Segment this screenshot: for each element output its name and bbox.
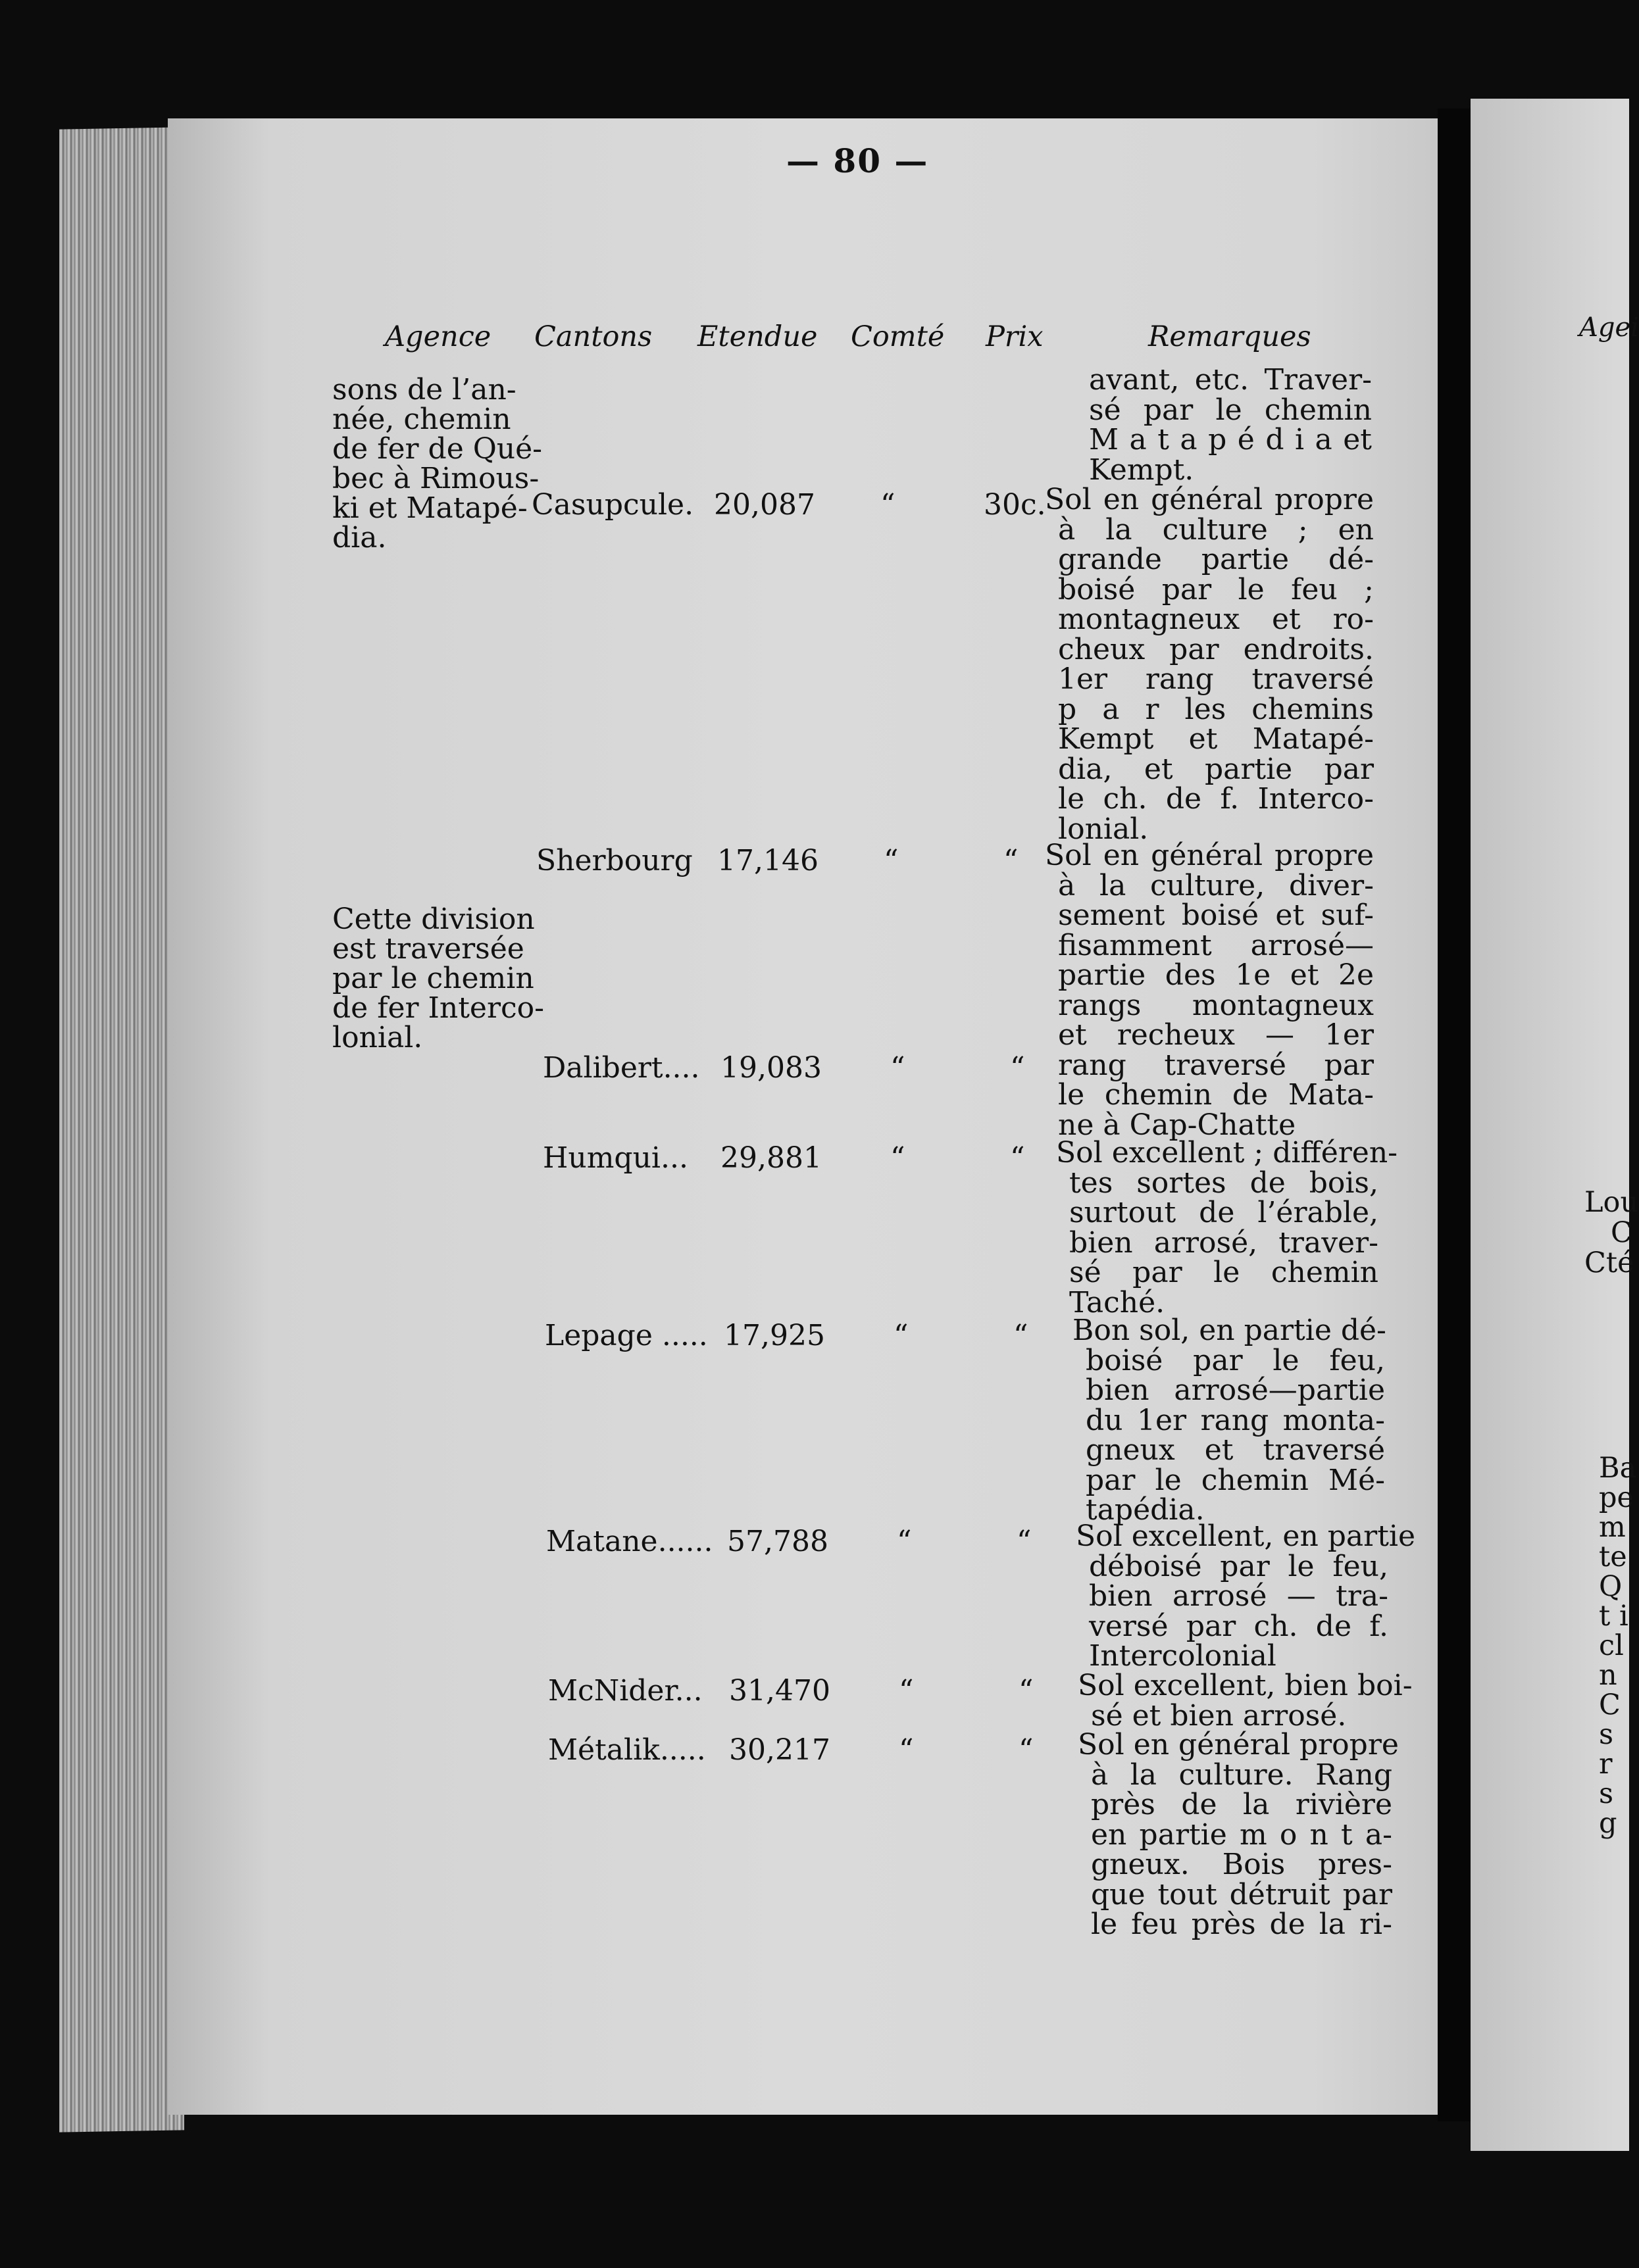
header-comte: Comté [851,320,945,353]
remarque-line: Sol en général propre [1045,483,1374,516]
header-remarques: Remarques [1148,320,1311,353]
remarque-line: en partie m o n t a- [1091,1817,1392,1852]
remarque-line: boisé par le feu ; [1058,572,1374,606]
etendue-cell: 19,083 [720,1051,822,1085]
remarque-line: cheux par endroits. [1058,632,1374,666]
remarque-line: que tout détruit par [1091,1877,1392,1911]
agence-line: de fer de Qué- [332,432,543,466]
remarque-line: à la culture. Rang [1091,1758,1392,1792]
etendue-cell: 31,470 [729,1674,830,1708]
comte-cell: “ [884,844,899,877]
remarque-line: montagneux et ro- [1058,603,1374,636]
remarque-continued [1089,365,1372,485]
canton-cell: Lepage ..... [545,1319,708,1352]
remarque-line: le chemin de Mata- [1058,1078,1374,1112]
adjacent-text-fragment: Lou C Cté [1584,1186,1639,1279]
remarque-block [1045,839,1374,1142]
remarque-line: Sol excellent, en partie [1076,1519,1415,1553]
remarque-line: rang traversé par [1058,1048,1374,1082]
agence-line: née, chemin [332,403,511,436]
etendue-cell: 17,146 [717,844,819,877]
remarque-line: bien arrosé, traver- [1069,1225,1378,1260]
remarque-line: boisé par le feu, [1086,1343,1385,1377]
adjacent-column-fragment: Ba pe m te Q t i cl n C s r s g [1599,1452,1637,1840]
remarque-line: près de la rivière [1091,1788,1392,1821]
canton-cell: Métalik..... [548,1733,706,1767]
book-gutter [1438,109,1471,2121]
remarque-line: avant, etc. Traver- [1089,363,1372,397]
agence-line: ki et Matapé- [332,491,528,525]
canton-cell: Sherbourg [536,844,693,877]
header-agence: Agence [385,320,492,353]
remarque-line: rangs montagneux [1058,988,1374,1022]
etendue-cell: 57,788 [727,1525,828,1558]
canton-cell: McNider... [548,1674,703,1708]
remarque-line: tapédia. [1086,1493,1205,1527]
remarque-line: du 1er rang monta- [1086,1403,1385,1437]
agence-line: sons de l’an- [332,373,517,407]
prix-cell: “ [1019,1674,1034,1708]
remarque-line: gneux. Bois pres- [1091,1848,1392,1881]
remarque-block [1076,1519,1415,1673]
remarque-line: Kempt. [1089,453,1194,487]
agence-line: bec à Rimous- [332,462,540,495]
remarque-line: sé par le chemin [1089,393,1372,427]
remarque-line: M a t a p é d i a et [1089,423,1372,456]
prix-cell: “ [1010,1051,1025,1085]
remarque-line: partie des 1e et 2e [1058,958,1374,992]
comte-cell: “ [880,488,895,522]
etendue-cell: 17,925 [724,1319,825,1352]
prix-cell: “ [1003,844,1019,877]
remarque-line: à la culture ; en [1058,512,1374,547]
book-page-edges [59,127,184,2132]
prix-cell: “ [1010,1141,1025,1175]
remarque-line: sement boisé et suf- [1058,899,1374,932]
canton-cell: Dalibert.... [543,1051,700,1085]
remarque-line: p a r les chemins [1058,692,1374,726]
canton-cell: Matane...... [546,1525,713,1558]
prix-cell: “ [1019,1733,1034,1767]
header-prix: Prix [986,320,1044,353]
remarque-block [1078,1728,1399,1941]
comte-cell: “ [894,1319,909,1352]
remarque-line: bien arrosé—partie [1086,1373,1385,1407]
remarque-line: gneux et traversé [1086,1433,1385,1467]
etendue-cell: 29,881 [720,1141,822,1175]
comte-cell: “ [899,1733,914,1767]
comte-cell: “ [899,1674,914,1708]
remarque-line: Bon sol, en partie dé- [1072,1314,1386,1347]
agence-block-top [332,373,543,555]
remarque-line: déboisé par le feu, [1089,1549,1388,1583]
remarque-block [1045,483,1374,846]
remarque-block [1078,1669,1413,1733]
adjacent-header-fragment: Agei [1579,312,1639,343]
remarque-line: à la culture, diver- [1058,868,1374,902]
agence-line: par le chemin [332,962,534,995]
canton-cell: Humqui... [543,1141,688,1175]
remarque-line: le feu près de la ri- [1091,1908,1392,1941]
comte-cell: “ [890,1051,905,1085]
remarque-line: 1er rang traversé [1058,662,1374,696]
comte-cell: “ [890,1141,905,1175]
remarque-line: Sol excellent ; différen- [1056,1136,1398,1170]
remarque-line: Kempt et Matapé- [1058,722,1374,756]
remarque-line: le ch. de f. Interco- [1058,782,1374,816]
etendue-cell: 30,217 [729,1733,830,1767]
remarque-line: Sol en général propre [1078,1728,1399,1762]
prix-cell: “ [1013,1319,1028,1352]
remarque-block [1056,1136,1398,1319]
agence-line: lonial. [332,1021,423,1054]
remarque-line: lonial. [1058,812,1149,846]
etendue-cell: 20,087 [714,488,815,522]
remarque-line: Sol excellent, bien boi- [1078,1669,1413,1702]
prix-cell: “ [1017,1525,1032,1558]
remarque-block [1072,1314,1386,1527]
remarque-line: bien arrosé — tra- [1089,1579,1388,1613]
remarque-line: surtout de l’érable, [1069,1196,1378,1229]
remarque-line: dia, et partie par [1058,752,1374,786]
remarque-line: grande partie dé- [1058,543,1374,576]
remarque-line: sé par le chemin [1069,1256,1378,1289]
agence-line: dia. [332,521,387,555]
page-number: — 80 — [786,141,929,180]
comte-cell: “ [897,1525,912,1558]
agence-line: Cette division [332,902,535,936]
agence-line: de fer Interco- [332,991,545,1025]
remarque-line: tes sortes de bois, [1069,1166,1378,1200]
agence-block-mid [332,904,549,1052]
remarque-line: Taché. [1069,1285,1165,1319]
adjacent-page [1471,99,1639,2151]
remarque-line: fisamment arrosé— [1058,928,1374,962]
remarque-line: versé par ch. de f. [1089,1609,1388,1643]
remarque-line: et recheux — 1er [1058,1018,1374,1052]
remarque-line: Sol en général propre [1045,839,1374,872]
canton-cell: Casupcule. [532,488,694,522]
remarque-line: par le chemin Mé- [1086,1463,1385,1497]
remarque-line: ne à Cap-Chatte [1058,1108,1296,1142]
header-etendue: Etendue [697,320,818,353]
prix-cell: 30c. [984,488,1046,522]
header-cantons: Cantons [534,320,653,353]
remarque-line: Intercolonial [1089,1639,1276,1673]
remarque-line: sé et bien arrosé. [1091,1698,1347,1733]
agence-line: est traversée [332,932,524,966]
